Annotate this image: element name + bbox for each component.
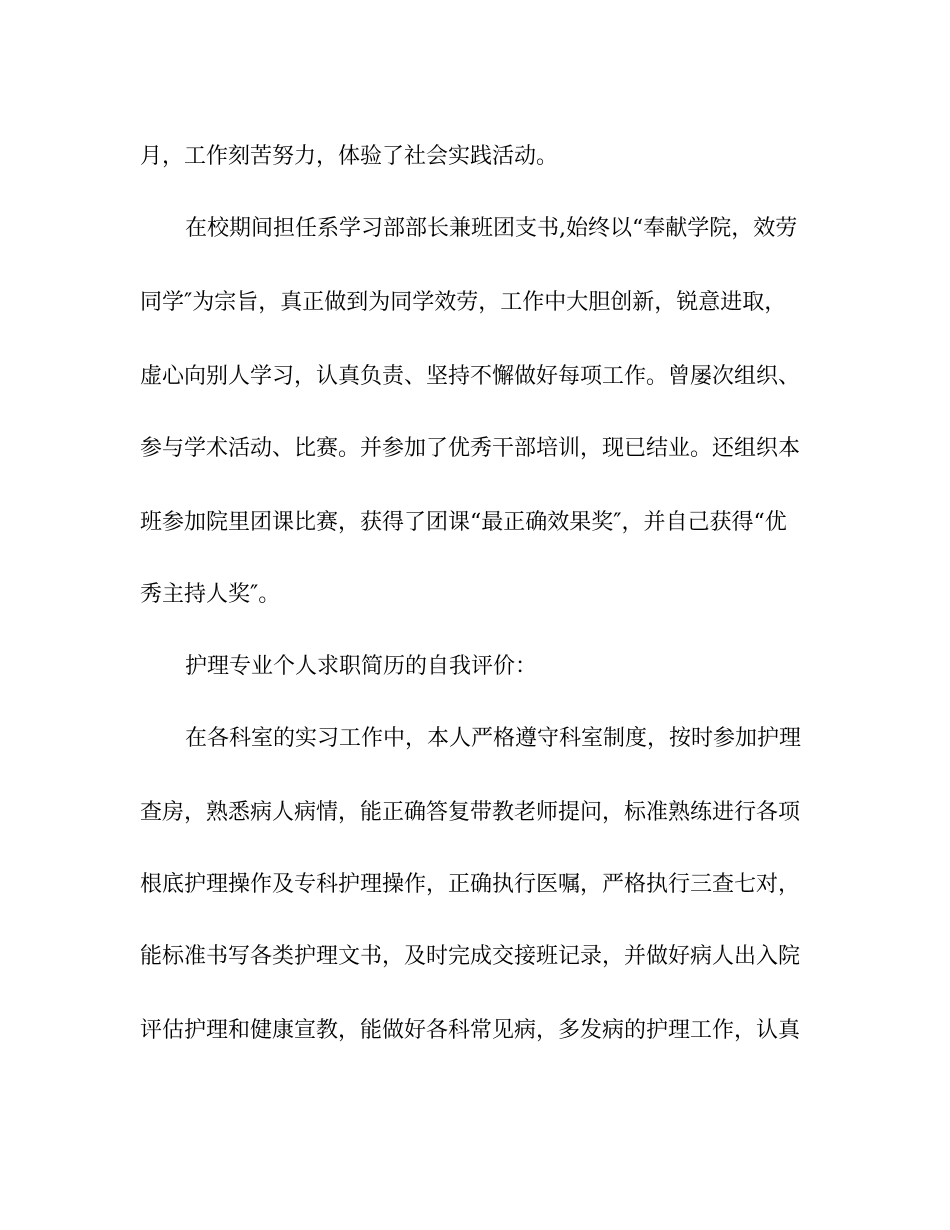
text-line: 能标准书写各类护理文书，及时完成交接班记录，并做好病人出入院 — [140, 944, 801, 969]
text-line: 在各科室的实习工作中，本人严格遵守科室制度，按时参加护理 — [185, 726, 802, 751]
text-line: 参与学术活动、比赛。并参加了优秀干部培训，现已结业。还组织本 — [140, 436, 801, 461]
text-line: 查房，熟悉病人病情，能正确答复带教老师提问，标准熟练进行各项 — [140, 800, 801, 825]
section-heading: 护理专业个人求职简历的自我评价： — [185, 654, 538, 679]
text-line: 根底护理操作及专科护理操作，正确执行医嘱，严格执行三查七对， — [140, 872, 801, 897]
text-line: 在校期间担任系学习部部长兼班团支书,始终以“奉献学院，效劳 — [185, 216, 798, 241]
text-line: 班参加院里团课比赛，获得了团课“最正确效果奖″，并自己获得“优 — [140, 510, 787, 535]
text-line: 秀主持人奖″。 — [140, 582, 281, 607]
text-line: 月，工作刻苦努力，体验了社会实践活动。 — [140, 144, 559, 169]
text-line: 评估护理和健康宣教，能做好各科常见病，多发病的护理工作，认真 — [140, 1018, 801, 1043]
text-line: 虚心向别人学习，认真负责、坚持不懈做好每项工作。曾屡次组织、 — [140, 364, 801, 389]
text-line: 同学″为宗旨，真正做到为同学效劳，工作中大胆创新，锐意进取， — [140, 290, 787, 315]
